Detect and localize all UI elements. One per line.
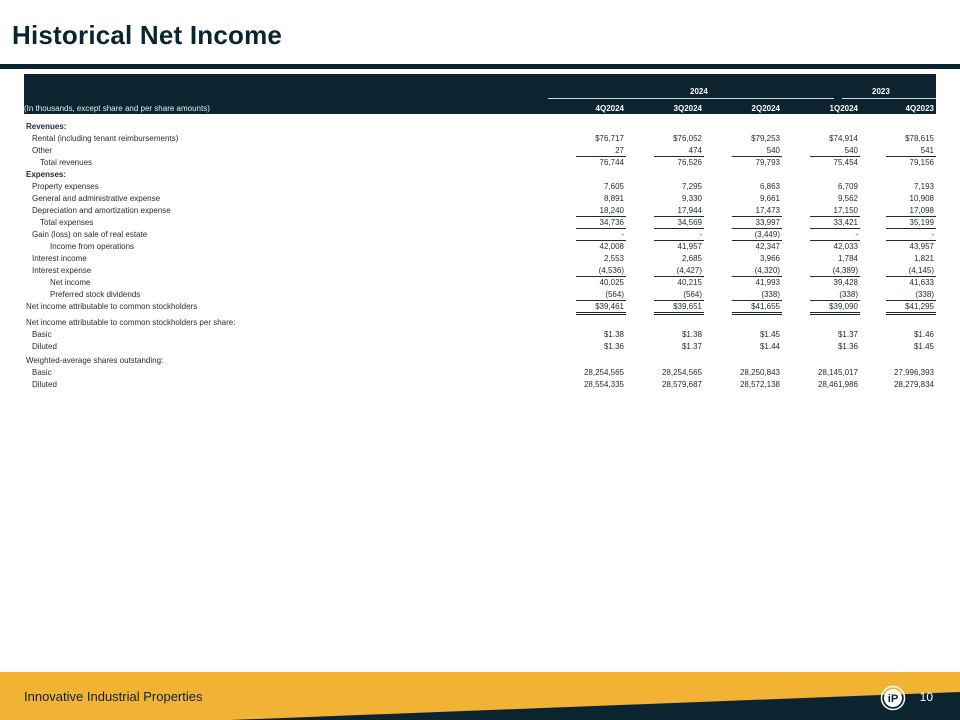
row-value: 28,254,565 <box>583 368 624 377</box>
row-value: 17,098 <box>909 206 934 215</box>
row-value: 33,421 <box>833 218 858 227</box>
row-value: (4,389) <box>832 266 858 275</box>
table-row <box>24 277 936 289</box>
row-value: 27,996,393 <box>893 368 934 377</box>
total-underline <box>810 312 860 313</box>
table-row <box>24 169 936 181</box>
row-value: (4,320) <box>754 266 780 275</box>
total-underline <box>654 314 704 315</box>
year-2023-rule <box>842 98 936 99</box>
row-label: Rental (including tenant reimbursements) <box>32 134 179 143</box>
row-value: - <box>855 230 858 239</box>
row-value: 17,944 <box>677 206 702 215</box>
row-label: Weighted-average shares outstanding: <box>26 356 164 365</box>
table-row <box>24 355 936 367</box>
row-value: 76,744 <box>599 158 624 167</box>
row-value: 8,891 <box>603 194 624 203</box>
total-underline <box>732 312 782 313</box>
row-value: (338) <box>915 290 934 299</box>
row-label: Interest income <box>32 254 87 263</box>
row-value: 39,428 <box>833 278 858 287</box>
row-value: $39,651 <box>673 302 702 311</box>
row-value: 76,526 <box>677 158 702 167</box>
total-underline <box>576 312 626 313</box>
year-2024-rule <box>548 98 834 99</box>
row-value: 27 <box>615 146 624 155</box>
page-number: 10 <box>919 690 933 704</box>
table-row <box>24 341 936 353</box>
row-value: $1.45 <box>759 330 780 339</box>
row-value: 28,572,138 <box>739 380 780 389</box>
svg-text:iP: iP <box>887 693 899 705</box>
row-value: (564) <box>605 290 624 299</box>
row-value: 9,562 <box>837 194 858 203</box>
row-value: 41,993 <box>755 278 780 287</box>
table-row <box>24 301 936 313</box>
row-value: $39,461 <box>595 302 624 311</box>
row-value: $1.38 <box>681 330 702 339</box>
table-row <box>24 253 936 265</box>
row-value: 17,150 <box>833 206 858 215</box>
row-value: 42,033 <box>833 242 858 251</box>
row-value: 35,199 <box>909 218 934 227</box>
row-value: $1.44 <box>759 342 780 351</box>
row-value: $1.37 <box>681 342 702 351</box>
row-value: (338) <box>839 290 858 299</box>
row-value: $1.46 <box>913 330 934 339</box>
row-value: $1.37 <box>837 330 858 339</box>
row-label: Diluted <box>32 342 57 351</box>
table-row <box>24 193 936 205</box>
row-value: (3,449) <box>754 230 780 239</box>
row-value: 34,736 <box>599 218 624 227</box>
row-value: - <box>621 230 624 239</box>
row-value: - <box>931 230 934 239</box>
table-row <box>24 121 936 133</box>
row-value: 28,250,843 <box>739 368 780 377</box>
table-row <box>24 133 936 145</box>
row-value: 28,279,834 <box>893 380 934 389</box>
col-3q2024: 3Q2024 <box>673 104 702 113</box>
row-value: (4,145) <box>908 266 934 275</box>
table-row <box>24 217 936 229</box>
row-value: (4,427) <box>676 266 702 275</box>
row-label: Other <box>32 146 53 155</box>
row-value: 34,569 <box>677 218 702 227</box>
row-value: $79,253 <box>751 134 780 143</box>
row-label: Basic <box>32 330 52 339</box>
row-value: 18,240 <box>599 206 624 215</box>
row-value: $1.45 <box>913 342 934 351</box>
col-4q2024: 4Q2024 <box>595 104 624 113</box>
table-row <box>24 205 936 217</box>
row-value: 2,685 <box>681 254 702 263</box>
row-value: 75,454 <box>833 158 858 167</box>
row-value: 17,473 <box>755 206 780 215</box>
row-value: (564) <box>683 290 702 299</box>
row-label: Expenses: <box>26 170 67 179</box>
row-value: 43,957 <box>909 242 934 251</box>
row-label: Net income attributable to common stockholders per share: <box>26 318 236 327</box>
row-label: Depreciation and amortization expense <box>32 206 171 215</box>
title-divider <box>0 64 960 69</box>
row-value: 9,330 <box>681 194 702 203</box>
row-label: Net income attributable to common stockholders <box>26 302 198 311</box>
row-value: $41,655 <box>751 302 780 311</box>
row-value: - <box>699 230 702 239</box>
row-label: Basic <box>32 368 52 377</box>
table-row <box>24 317 936 329</box>
row-value: 40,025 <box>599 278 624 287</box>
row-value: 540 <box>766 146 780 155</box>
row-value: 7,605 <box>603 182 624 191</box>
row-label: Income from operations <box>50 242 135 251</box>
row-value: $76,717 <box>595 134 624 143</box>
row-value: 474 <box>688 146 702 155</box>
row-value: 10,908 <box>909 194 934 203</box>
table-row <box>24 329 936 341</box>
col-4q2023: 4Q2023 <box>905 104 934 113</box>
year-2023-label: 2023 <box>872 87 890 96</box>
row-value: (4,536) <box>598 266 624 275</box>
row-value: 7,193 <box>913 182 934 191</box>
row-value: $1.36 <box>837 342 858 351</box>
row-label: Total expenses <box>40 218 94 227</box>
row-value: 28,254,565 <box>661 368 702 377</box>
row-label: General and administrative expense <box>32 194 161 203</box>
total-underline <box>810 314 860 315</box>
row-value: 541 <box>920 146 934 155</box>
table-row <box>24 289 936 301</box>
table-header <box>24 74 936 114</box>
row-label: Diluted <box>32 380 57 389</box>
row-value: $1.36 <box>603 342 624 351</box>
footer-company-name: Innovative Industrial Properties <box>24 689 203 704</box>
col-1q2024: 1Q2024 <box>829 104 858 113</box>
total-underline <box>886 314 936 315</box>
row-label: Net income <box>50 278 91 287</box>
row-value: $1.38 <box>603 330 624 339</box>
row-value: 42,347 <box>755 242 780 251</box>
table-row <box>24 157 936 169</box>
row-label: Property expenses <box>32 182 99 191</box>
row-value: 540 <box>844 146 858 155</box>
total-underline <box>576 314 626 315</box>
table-row <box>24 367 936 379</box>
row-value: 28,579,687 <box>661 380 702 389</box>
table-row <box>24 379 936 391</box>
row-value: 28,554,335 <box>583 380 624 389</box>
row-value: 7,295 <box>681 182 702 191</box>
total-underline <box>886 312 936 313</box>
row-label: Preferred stock dividends <box>50 290 141 299</box>
row-value: 2,553 <box>603 254 624 263</box>
table-row <box>24 145 936 157</box>
table-row <box>24 229 936 241</box>
table-row <box>24 265 936 277</box>
row-value: $41,295 <box>905 302 934 311</box>
total-underline <box>732 314 782 315</box>
row-value: 1,784 <box>837 254 858 263</box>
row-value: (338) <box>761 290 780 299</box>
row-value: $76,052 <box>673 134 702 143</box>
row-label: Total revenues <box>40 158 93 167</box>
row-value: 28,145,017 <box>817 368 858 377</box>
units-note: (In thousands, except share and per share amounts) <box>24 104 210 113</box>
row-label: Interest expense <box>32 266 92 275</box>
row-value: 41,957 <box>677 242 702 251</box>
row-value: 79,793 <box>755 158 780 167</box>
row-label: Revenues: <box>26 122 67 131</box>
row-value: 42,008 <box>599 242 624 251</box>
row-value: 6,863 <box>759 182 780 191</box>
row-value: 3,966 <box>759 254 780 263</box>
row-value: 33,997 <box>755 218 780 227</box>
col-2q2024: 2Q2024 <box>751 104 780 113</box>
row-value: 1,821 <box>913 254 934 263</box>
page-title: Historical Net Income <box>12 20 283 50</box>
row-label: Gain (loss) on sale of real estate <box>32 230 148 239</box>
company-logo-icon <box>880 685 906 711</box>
row-value: 79,156 <box>909 158 934 167</box>
row-value: 41,633 <box>909 278 934 287</box>
row-value: $39,090 <box>829 302 858 311</box>
row-value: $74,914 <box>829 134 858 143</box>
row-value: 6,709 <box>837 182 858 191</box>
table-row <box>24 241 936 253</box>
total-underline <box>654 312 704 313</box>
row-value: 28,461,986 <box>817 380 858 389</box>
row-value: $78,615 <box>905 134 934 143</box>
row-value: 40,215 <box>677 278 702 287</box>
row-value: 9,661 <box>759 194 780 203</box>
year-2024-label: 2024 <box>690 87 708 96</box>
table-row <box>24 181 936 193</box>
